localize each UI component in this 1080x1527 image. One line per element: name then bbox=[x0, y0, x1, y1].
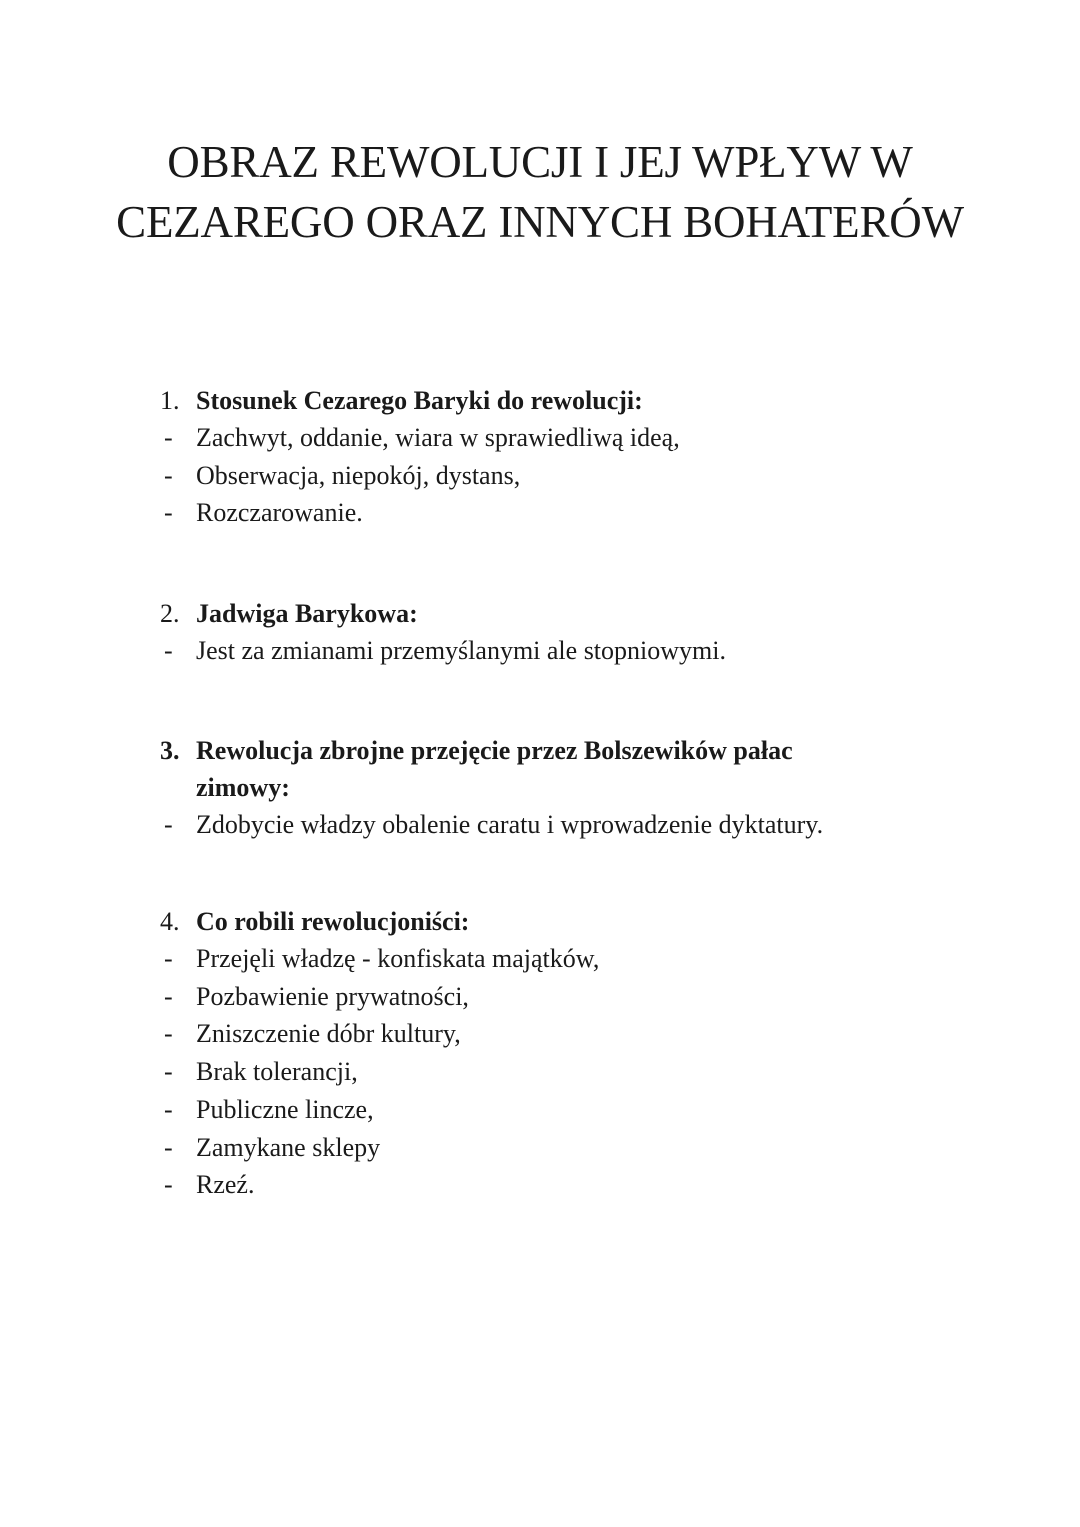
bullet-dash: - bbox=[164, 498, 173, 528]
list-item bbox=[160, 419, 920, 457]
list-item-text: Zachwyt, oddanie, wiara w sprawiedliwą ideą, bbox=[196, 423, 680, 452]
section-heading-text: Jadwiga Barykowa: bbox=[196, 599, 418, 628]
section-number: 2. bbox=[160, 599, 180, 628]
section-number: 1. bbox=[160, 386, 180, 415]
list-item-text: Zniszczenie dóbr kultury, bbox=[196, 1019, 461, 1049]
list-item bbox=[160, 457, 920, 495]
section-heading bbox=[160, 732, 920, 806]
list-item-text: Rzeź. bbox=[196, 1170, 255, 1200]
list-item bbox=[160, 1015, 920, 1053]
list-item bbox=[160, 940, 920, 978]
list-item bbox=[160, 1129, 920, 1167]
list-item-text: Obserwacja, niepokój, dystans, bbox=[196, 460, 521, 490]
list-item-text: Zdobycie władzy obalenie caratu i wprowadzenie dyktatury. bbox=[196, 810, 824, 839]
bullet-dash: - bbox=[164, 1094, 173, 1124]
section-number: 3. bbox=[160, 736, 180, 765]
bullet-dash: - bbox=[164, 636, 173, 665]
bullet-list bbox=[160, 806, 920, 844]
list-item bbox=[160, 1166, 920, 1204]
bullet-list bbox=[160, 940, 920, 1204]
bullet-list bbox=[160, 632, 920, 670]
list-item bbox=[160, 1091, 920, 1129]
section-heading bbox=[160, 382, 920, 419]
section-heading-text: Stosunek Cezarego Baryki do rewolucji: bbox=[196, 386, 643, 415]
list-item-text: Zamykane sklepy bbox=[196, 1132, 381, 1162]
bullet-dash: - bbox=[164, 1057, 173, 1087]
bullet-dash: - bbox=[164, 944, 173, 973]
bullet-list bbox=[160, 419, 920, 532]
list-item bbox=[160, 1053, 920, 1091]
list-item-text: Pozbawienie prywatności, bbox=[196, 981, 469, 1011]
section-1 bbox=[160, 382, 920, 532]
list-item bbox=[160, 978, 920, 1016]
bullet-dash: - bbox=[164, 981, 173, 1011]
section-4 bbox=[160, 903, 920, 1204]
section-3 bbox=[160, 732, 920, 844]
bullet-dash: - bbox=[164, 1170, 173, 1200]
section-heading bbox=[160, 595, 920, 632]
list-item-text: Brak tolerancji, bbox=[196, 1057, 358, 1087]
section-heading-text: Co robili rewolucjoniści: bbox=[196, 907, 470, 936]
bullet-dash: - bbox=[164, 423, 173, 452]
section-heading bbox=[160, 903, 920, 940]
list-item bbox=[160, 494, 920, 532]
list-item bbox=[160, 632, 920, 670]
bullet-dash: - bbox=[164, 810, 173, 839]
section-heading-text: Rewolucja zbrojne przejęcie przez Bolszewików pałac zimowy: bbox=[196, 736, 793, 802]
page-title: OBRAZ REWOLUCJI I JEJ WPŁYW W CEZAREGO ORAZ INNYCH BOHATERÓW bbox=[116, 137, 964, 247]
bullet-dash: - bbox=[164, 1019, 173, 1049]
list-item-text: Jest za zmianami przemyślanymi ale stopniowymi. bbox=[196, 636, 726, 665]
bullet-dash: - bbox=[164, 460, 173, 490]
list-item-text: Przejęli władzę - konfiskata majątków, bbox=[196, 944, 600, 973]
list-item-text: Publiczne lincze, bbox=[196, 1094, 374, 1124]
bullet-dash: - bbox=[164, 1132, 173, 1162]
list-item-text: Rozczarowanie. bbox=[196, 498, 363, 528]
section-2 bbox=[160, 595, 920, 670]
section-number: 4. bbox=[160, 907, 180, 936]
list-item bbox=[160, 806, 920, 844]
